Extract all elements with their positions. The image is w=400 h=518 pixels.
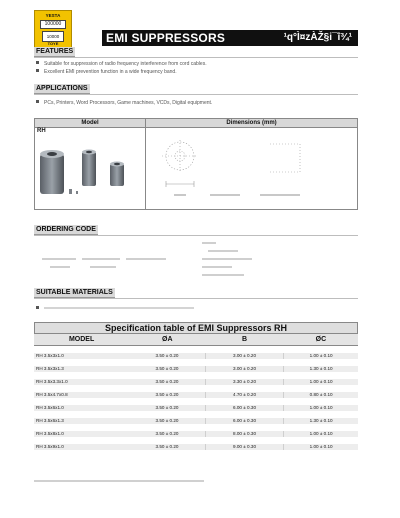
- divider: [34, 298, 358, 299]
- cell-model: RH 3.5x3.3x1.0: [34, 379, 129, 386]
- dimensions-column-header: Dimensions (mm): [145, 119, 357, 128]
- spec-header-row: [34, 334, 358, 346]
- cell-model: RH 3.5x3x1.0: [34, 353, 129, 360]
- cell-b: 3.00 ± 0.20: [205, 366, 283, 373]
- cell-c: 1.00 ± 0.10: [284, 379, 358, 386]
- cell-a: 3.50 ± 0.20: [129, 353, 205, 360]
- cell-b: 3.30 ± 0.20: [205, 379, 283, 386]
- spec-table: [34, 334, 358, 450]
- cell-model: RH 3.5x6x1.3: [34, 418, 129, 425]
- cell-b: 8.00 ± 0.30: [205, 431, 283, 438]
- bullet-icon: [36, 100, 39, 103]
- logo-line-4: TOYE: [47, 41, 59, 46]
- cell-b: 6.00 ± 0.30: [205, 418, 283, 425]
- tiny-ferrite-core: [69, 189, 72, 194]
- drawing-label: [210, 194, 240, 196]
- medium-ferrite-core: [82, 150, 96, 187]
- code-legend: [202, 274, 244, 276]
- code-legend: [202, 258, 252, 260]
- cell-b: 4.70 ± 0.20: [205, 392, 283, 399]
- cell-c: 1.30 ± 0.10: [284, 418, 358, 425]
- tiny-ferrite-core: [76, 191, 78, 194]
- footnote: [34, 479, 204, 484]
- suitable-materials-heading: SUITABLE MATERIALS: [36, 289, 113, 296]
- ordering-code-heading: ORDERING CODE: [36, 226, 96, 233]
- small-ferrite-core: [110, 162, 124, 187]
- model-column-header: Model: [81, 120, 99, 126]
- application-text: PCs, Printers, Word Processors, Game machines, VCDs, Digital equipment.: [44, 100, 213, 106]
- product-photo: [36, 140, 136, 200]
- cell-a: 3.50 ± 0.20: [129, 418, 205, 425]
- page-title: EMI SUPPRESSORS: [106, 31, 226, 45]
- feature-text: Suitable for suppression of radio frequency interference from cord cables.: [44, 61, 207, 67]
- divider: [34, 94, 358, 95]
- model-name: RH: [37, 128, 46, 134]
- dimension-drawing: [150, 134, 350, 206]
- cell-a: 3.50 ± 0.20: [129, 405, 205, 412]
- bullet-icon: [36, 61, 39, 64]
- application-item: [36, 100, 212, 107]
- logo-line-2: 100000: [40, 20, 66, 29]
- bullet-icon: [36, 306, 39, 309]
- cell-b: 3.00 ± 0.20: [205, 353, 283, 360]
- code-legend: [208, 250, 238, 252]
- cell-c: 1.00 ± 0.10: [284, 405, 358, 412]
- company-logo: [34, 10, 72, 48]
- code-segment: [42, 258, 76, 260]
- cell-a: 3.50 ± 0.20: [129, 379, 205, 386]
- footnote-placeholder: [34, 480, 204, 482]
- cell-c: 1.00 ± 0.10: [284, 353, 358, 360]
- cell-c: 1.00 ± 0.10: [284, 444, 358, 451]
- spec-subrow: [34, 346, 358, 353]
- cell-a: 3.50 ± 0.20: [129, 431, 205, 438]
- feature-item: [36, 61, 207, 68]
- code-segment: [90, 266, 116, 268]
- divider: [34, 57, 358, 58]
- large-ferrite-core: [40, 150, 64, 194]
- cell-model: RH 3.5x9x1.0: [34, 444, 129, 451]
- cell-model: RH 3.5x6x1.0: [34, 405, 129, 412]
- features-heading: FEATURES: [36, 48, 74, 55]
- header-b: B: [205, 334, 283, 346]
- drawing-label: [174, 194, 186, 196]
- code-segment: [82, 258, 120, 260]
- cell-model: RH 3.5x3x1.3: [34, 366, 129, 373]
- logo-line-3: 10000: [42, 31, 64, 42]
- feature-text: Excellent EMI prevention function in a wide frequency band.: [44, 69, 177, 75]
- cell-b: 9.00 ± 0.30: [205, 444, 283, 451]
- code-segment: [50, 266, 70, 268]
- cell-b: 6.00 ± 0.30: [205, 405, 283, 412]
- header-c: ØC: [284, 334, 358, 346]
- drawing-label: [260, 194, 300, 196]
- bullet-icon: [36, 69, 39, 72]
- code-segment: [126, 258, 166, 260]
- cell-model: RH 3.5x8x1.0: [34, 431, 129, 438]
- column-divider: [145, 128, 146, 209]
- divider: [34, 235, 358, 236]
- header-model: MODEL: [34, 334, 129, 346]
- header-a: ØA: [129, 334, 205, 346]
- title-bar: [102, 30, 358, 46]
- page-title-right: ¹q°Ì¤zÀŽ§i¯î¾¹: [283, 32, 352, 43]
- code-legend: [202, 266, 232, 268]
- cell-model: RH 3.5x4.7x0.8: [34, 392, 129, 399]
- cell-a: 3.50 ± 0.20: [129, 392, 205, 399]
- applications-heading: APPLICATIONS: [36, 85, 88, 92]
- code-legend: [202, 242, 216, 244]
- model-dimensions-header: [34, 118, 358, 128]
- cell-a: 3.50 ± 0.20: [129, 366, 205, 373]
- logo-line-1: YESTA: [45, 13, 61, 18]
- cell-a: 3.50 ± 0.20: [129, 444, 205, 451]
- cell-c: 1.00 ± 0.10: [284, 431, 358, 438]
- cell-c: 0.80 ± 0.10: [284, 392, 358, 399]
- cell-c: 1.30 ± 0.10: [284, 366, 358, 373]
- spec-table-title: Specification table of EMI Suppressors RH: [34, 322, 358, 334]
- table-row: [34, 444, 358, 451]
- material-item: [36, 306, 194, 313]
- ordering-code-diagram: [40, 240, 340, 282]
- feature-item: [36, 69, 177, 76]
- material-placeholder: [44, 307, 194, 309]
